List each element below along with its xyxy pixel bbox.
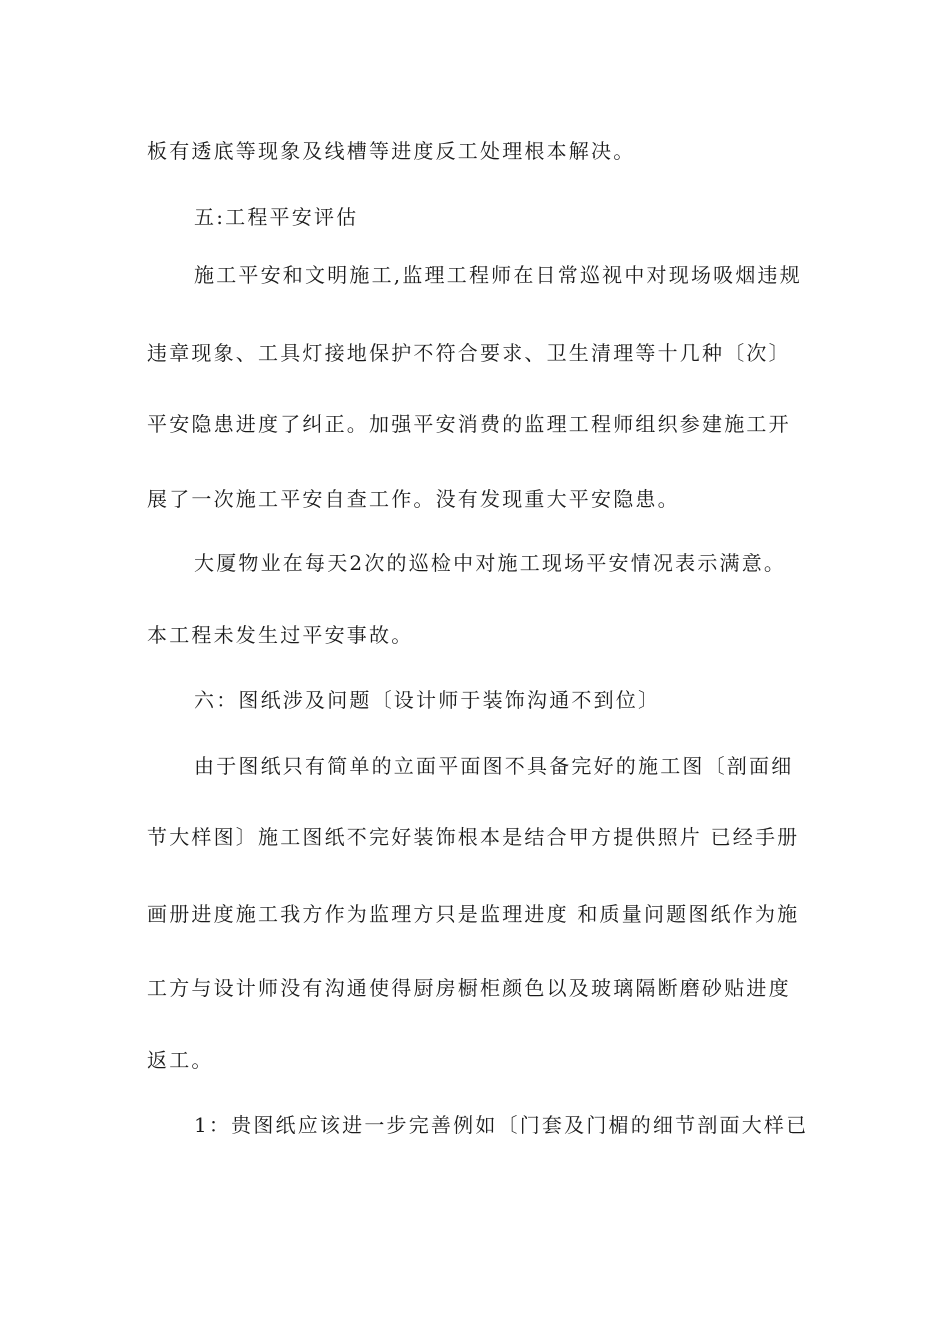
list-item: 1：贵图纸应该进一步完善例如〔门套及门楣的细节剖面大样已 — [194, 1113, 809, 1137]
text-line: 违章现象、工具灯接地保护不符合要求、卫生清理等十几种〔次〕 — [147, 341, 791, 365]
text-line: 本工程未发生过平安事故。 — [147, 623, 414, 647]
text-line: 平安隐患进度了纠正。加强平安消费的监理工程师组织参建施工开 — [147, 412, 791, 436]
text-line: 节大样图〕施工图纸不完好装饰根本是结合甲方提供照片 已经手册 — [147, 825, 800, 849]
text-line: 大厦物业在每天2次的巡检中对施工现场平安情况表示满意。 — [194, 551, 787, 575]
text-line: 工方与设计师没有沟通使得厨房橱柜颜色以及玻璃隔断磨砂贴进度 — [147, 976, 791, 1000]
text-line: 施工平安和文明施工,监理工程师在日常巡视中对现场吸烟违规 — [194, 263, 802, 287]
text-line: 展了一次施工平安自查工作。没有发现重大平安隐患。 — [147, 487, 680, 511]
text-line: 返工。 — [147, 1048, 214, 1072]
section-heading-safety: 五:工程平安评估 — [194, 205, 359, 229]
text-line: 板有透底等现象及线槽等进度反工处理根本解决。 — [147, 139, 636, 163]
text-line: 画册进度施工我方作为监理方只是监理进度 和质量问题图纸作为施 — [147, 902, 800, 926]
text-line: 由于图纸只有简单的立面平面图不具备完好的施工图〔剖面细 — [194, 754, 794, 778]
section-heading-drawings: 六：图纸涉及问题〔设计师于装饰沟通不到位〕 — [194, 688, 661, 712]
